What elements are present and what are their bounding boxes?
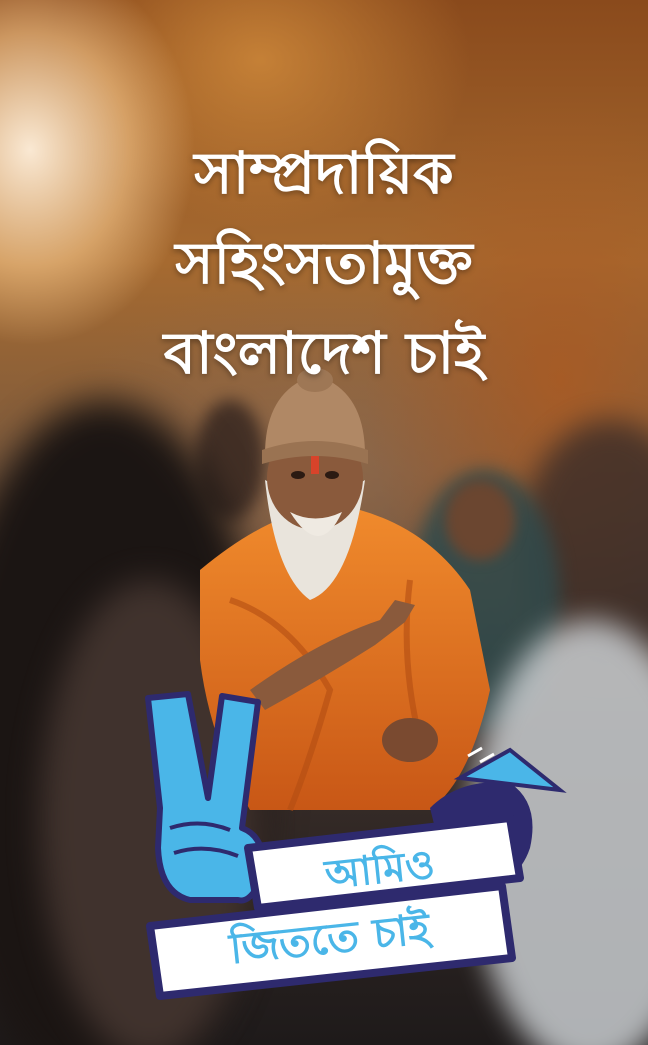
headline [0,128,648,398]
headline-line-2: সহিংসতামুক্ত [175,229,473,297]
badge-text-line-1: আমিও [322,841,437,899]
badge-text-line-2: জিততে চাই [227,903,433,974]
headline-line-3: বাংলাদেশ চাই [163,319,485,387]
headline-line-1: সাম্প্রদায়িক [194,139,454,207]
